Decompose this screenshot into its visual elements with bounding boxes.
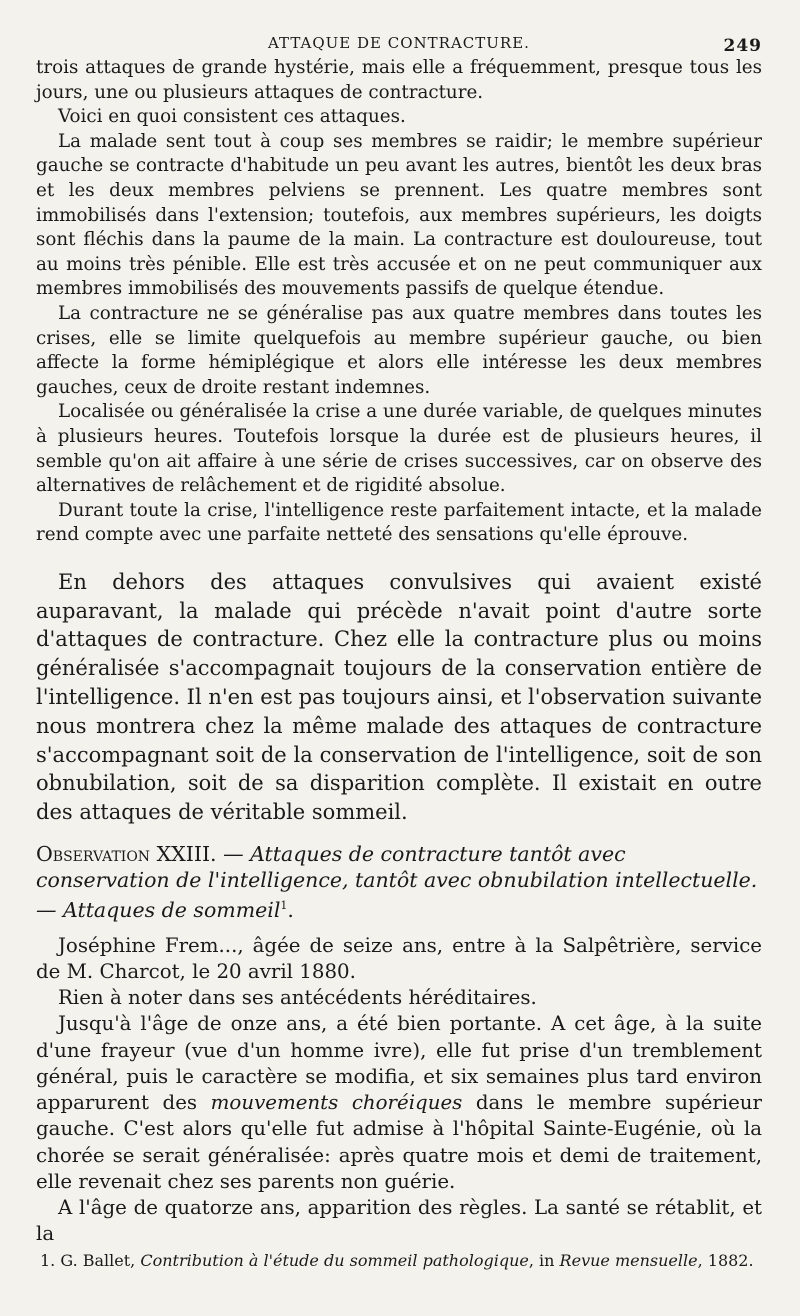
footnote (40, 1250, 762, 1272)
paragraph: A l'âge de quatorze ans, apparition des règles. La santé se rétablit, et la (36, 1195, 762, 1246)
paragraph: La contracture ne se généralise pas aux quatre membres dans toutes les crises, elle se limite quelquefois au membre supérieur gauche, ou bien affecte la forme hémiplégique et alors elle intéresse les deux membres gauches, ceux de droite restant indemnes. (36, 302, 762, 398)
observation-dash: — (216, 842, 251, 867)
observation-end: . (287, 897, 294, 922)
running-head (36, 28, 762, 56)
history-italic: mouvements choréiques (210, 1091, 463, 1115)
paragraph: Localisée ou généralisée la crise a une durée variable, de quelques minutes à plusieurs heures. Toutefois lorsque la durée est de plusieurs heures, il semble qu'on ait affaire à une série de crises successives, car on observe des alternatives de relâchement et de rigidité absolue. (36, 401, 762, 497)
paragraph: Rien à noter dans ses antécédents héréditaires. (58, 986, 537, 1010)
running-title: ATTAQUE DE CONTRACTURE. (268, 34, 530, 52)
footnote-in: , in (528, 1251, 560, 1270)
large-text-block (36, 568, 762, 827)
page-number: 249 (723, 36, 762, 56)
footnote-author: G. Ballet, (55, 1251, 141, 1270)
paragraph: La malade sent tout à coup ses membres se raidir; le membre supérieur gauche se contracte d'habitude un peu avant les autres, bientôt les deux bras et les deux membres pelviens se prennent. Les quatre membres sont immobilisés dans l'extension; toutefois, aux membres supérieurs, les doigts sont fléchis dans la paume de la main. La contracture est douloureuse, tout au moins très pénible. Elle est très accusée et on ne peut communiquer aux membres immobilisés des mouvements passifs de quelque étendue. (36, 130, 762, 300)
observation-body (36, 933, 762, 1247)
observation-label: Observation XXIII. (36, 842, 217, 867)
paragraph (36, 1011, 762, 1194)
paragraph: trois attaques de grande hystérie, mais elle a fréquemment, presque tous les jours, une ou plusieurs attaques de contracture. (36, 57, 762, 103)
paragraph: Joséphine Frem..., âgée de seize ans, entre à la Salpêtrière, service de M. Charcot, le 20 avril 1880. (36, 933, 762, 984)
footnote-year: , 1882. (697, 1251, 754, 1270)
paragraph: Durant toute la crise, l'intelligence reste parfaitement intacte, et la malade rend compte avec une parfaite netteté des sensations qu'elle éprouve. (36, 499, 762, 546)
observation-heading (36, 841, 762, 923)
history-text: Jusqu'à l'âge de onze ans, a été bien portante. A cet âge, à la suite d'une frayeur (vue d'un homme ivre), elle fut prise d'un tremblement général, puis le caractère se modifia, et six semaines plus tard environ apparurent des (36, 1012, 762, 1115)
paragraph: Voici en quoi consistent ces attaques. (58, 106, 406, 128)
footnote-title: Contribution à l'étude du sommeil pathologique (140, 1251, 529, 1270)
footnote-number: 1. (40, 1251, 56, 1270)
observation-title: Attaques de contracture tantôt avec conservation de l'intelligence, tantôt avec obnubilation intellectuelle. — Attaques de sommeil (36, 842, 758, 922)
small-text-block (36, 56, 762, 548)
footnote-journal: Revue mensuelle (559, 1251, 698, 1270)
history-text: dans le membre supérieur gauche. C'est alors qu'elle fut admise à l'hôpital Sainte-Eugénie, où la chorée se serait généralisée: après quatre mois et demi de traitement, elle revenait chez ses parents non guérie. (36, 1091, 763, 1193)
footnote-ref: 1 (280, 899, 288, 913)
paragraph: En dehors des attaques convulsives qui avaient existé auparavant, la malade qui précède n'avait point d'autre sorte d'attaques de contracture. Chez elle la contracture plus ou moins généralisée s'accompagnait toujours de la conservation entière de l'intelligence. Il n'en est pas toujours ainsi, et l'observation suivante nous montrera chez la même malade des attaques de contracture s'accompagnant soit de la conservation de l'intelligence, soit de son obnubilation, soit de sa disparition complète. Il existait en outre des attaques de véritable sommeil. (36, 569, 762, 825)
